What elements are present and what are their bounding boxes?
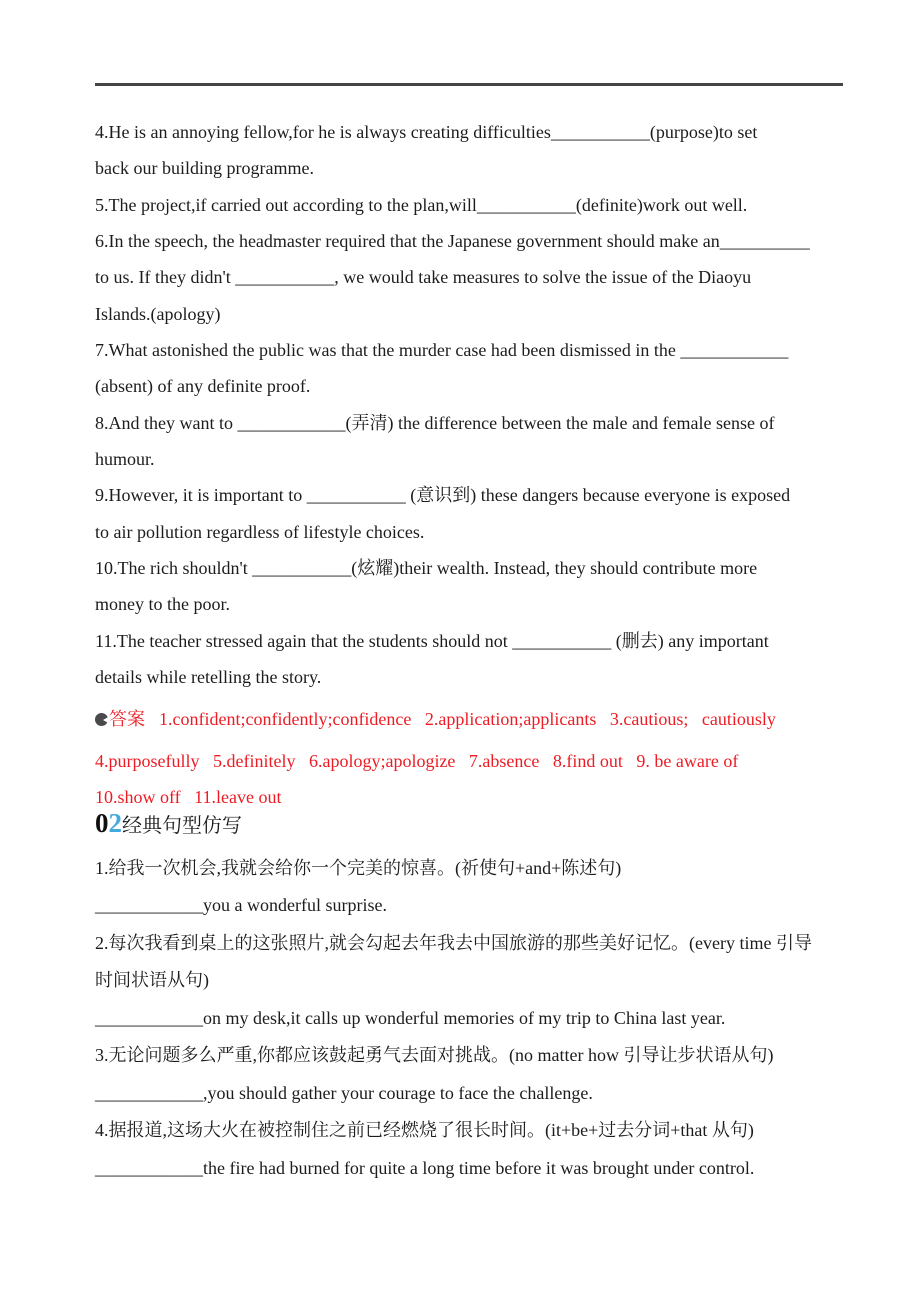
translation-blank-line: ____________,you should gather your courage to face the challenge. [95,1083,593,1103]
fill-blank-exercise-line: 4.He is an annoying fellow,for he is always creating difficulties___________(purpose)to set [95,122,758,142]
fill-blank-exercise-line: 5.The project,if carried out according to the plan,will___________(definite)work out well. [95,195,748,215]
fill-blank-exercise-line: 9.However, it is important to ___________ (意识到) these dangers because everyone is exposed [95,485,791,505]
answers-line [95,748,855,774]
translation-prompt-line: 时间状语从句) [95,970,209,990]
fill-blank-exercise-line: money to the poor. [95,594,230,614]
translation-blank-line: ____________you a wonderful surprise. [95,895,387,915]
fill-blank-exercise-line: Islands.(apology) [95,304,221,324]
answer-text: 4.purposefully 5.definitely 6.apology;apologize 7.absence 8.find out 9. be aware of [95,751,739,771]
fill-blank-exercise-line: 7.What astonished the public was that the murder case had been dismissed in the ____________ [95,340,789,360]
fill-blank-exercise-line: 10.The rich shouldn't ___________(炫耀)their wealth. Instead, they should contribute more [95,558,758,578]
section-number-two: 2 [108,808,122,838]
fill-blank-exercise-line: 11.The teacher stressed again that the students should not ___________ (删去) any important [95,631,769,651]
translation-prompt-line: 1.给我一次机会,我就会给你一个完美的惊喜。(祈使句+and+陈述句) [95,858,622,878]
answer-badge-icon [95,713,108,726]
answers-line [95,706,855,732]
top-divider-rule [95,83,843,86]
translation-blank-line: ____________the fire had burned for quite a long time before it was brought under control. [95,1158,755,1178]
answers-line [95,784,855,810]
translation-blank-line: ____________on my desk,it calls up wonderful memories of my trip to China last year. [95,1008,726,1028]
fill-blank-exercise-line: to us. If they didn't ___________, we would take measures to solve the issue of the Diaoyu [95,267,752,287]
fill-blank-exercise-line: 8.And they want to ____________(弄清) the difference between the male and female sense of [95,413,775,433]
fill-blank-exercise-line: 6.In the speech, the headmaster required that the Japanese government should make an__________ [95,231,810,251]
section-header [95,810,855,839]
answer-label: 答案 [109,709,145,729]
fill-blank-exercise-line: details while retelling the story. [95,667,322,687]
translation-prompt-line: 2.每次我看到桌上的这张照片,就会勾起去年我去中国旅游的那些美好记忆。(every time 引导 [95,933,812,953]
fill-blank-exercise-line: to air pollution regardless of lifestyle choices. [95,522,425,542]
fill-blank-exercise-line: back our building programme. [95,158,314,178]
answer-text: 1.confident;confidently;confidence 2.application;applicants 3.cautious; cautiously [159,709,776,729]
answer-text: 10.show off 11.leave out [95,787,282,807]
translation-prompt-line: 3.无论问题多么严重,你都应该鼓起勇气去面对挑战。(no matter how 引导让步状语从句) [95,1045,774,1065]
section-number-zero: 0 [95,808,109,838]
fill-blank-exercise-line: (absent) of any definite proof. [95,376,311,396]
section-title: 经典句型仿写 [122,815,242,837]
translation-prompt-line: 4.据报道,这场大火在被控制住之前已经燃烧了很长时间。(it+be+过去分词+that 从句) [95,1120,754,1140]
fill-blank-exercise-line: humour. [95,449,155,469]
